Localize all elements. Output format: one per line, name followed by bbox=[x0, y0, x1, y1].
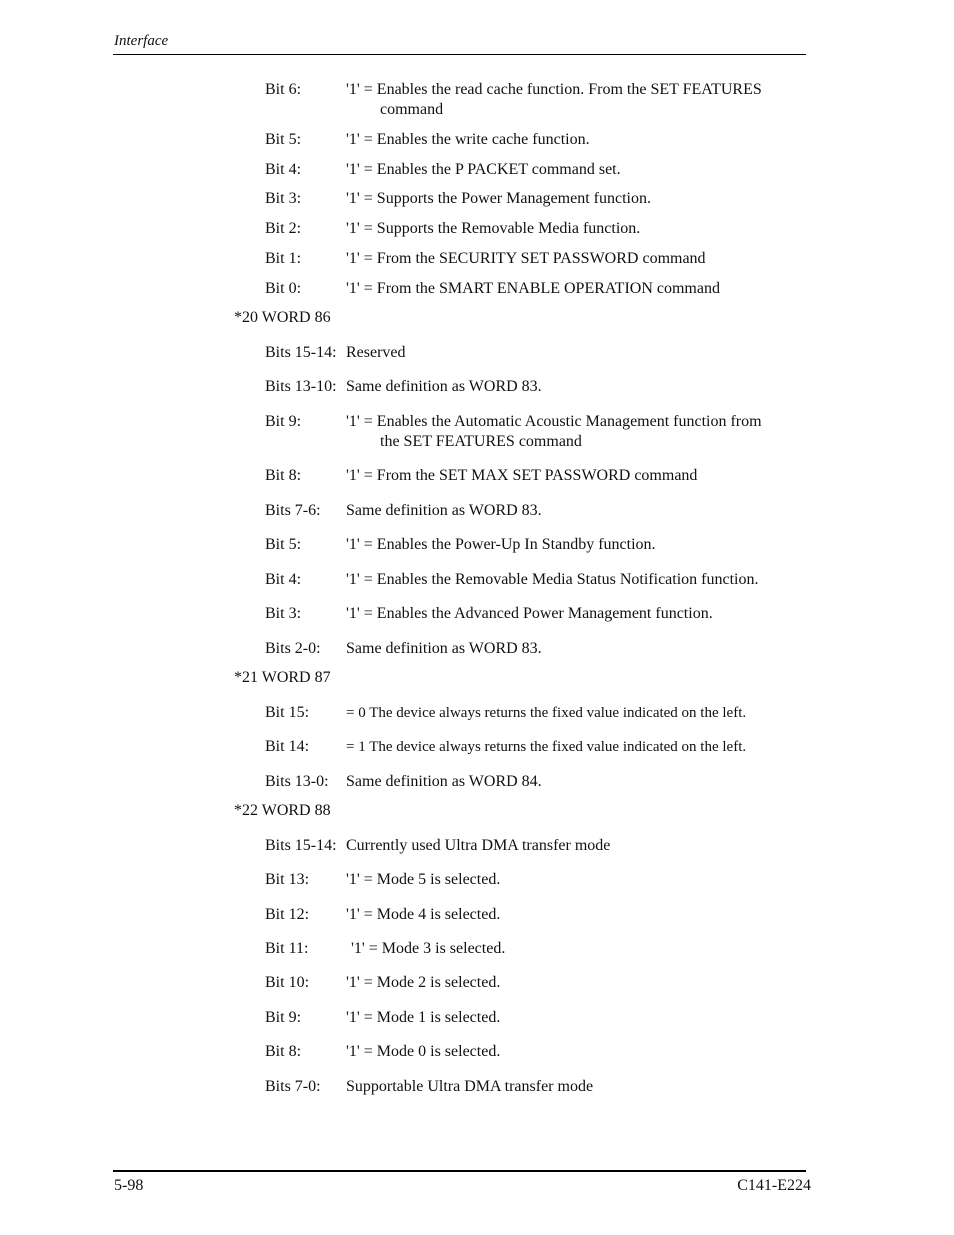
bit-description: '1' = Mode 5 is selected. bbox=[346, 871, 501, 888]
bit-label: Bits 2-0: bbox=[265, 640, 321, 657]
bit-description: '1' = Supports the Power Management function. bbox=[346, 190, 651, 207]
header-rule bbox=[113, 54, 806, 55]
bit-description: Same definition as WORD 83. bbox=[346, 378, 542, 395]
bit-label: Bit 3: bbox=[265, 605, 302, 622]
bit-description: Currently used Ultra DMA transfer mode bbox=[346, 837, 611, 854]
bit-description: Same definition as WORD 84. bbox=[346, 773, 542, 790]
bit-label: Bit 11: bbox=[265, 940, 309, 957]
bit-label: Bit 10: bbox=[265, 974, 310, 991]
word-86-heading: *20 WORD 86 bbox=[234, 309, 331, 326]
bit-description: '1' = Mode 4 is selected. bbox=[346, 906, 501, 923]
bit-label: Bits 7-6: bbox=[265, 502, 321, 519]
bit-description: Reserved bbox=[346, 344, 406, 361]
bit-label: Bit 1: bbox=[265, 250, 302, 267]
bit-label: Bit 13: bbox=[265, 871, 310, 888]
bit-description: '1' = Mode 3 is selected. bbox=[351, 940, 506, 957]
bit-label: Bit 4: bbox=[265, 161, 302, 178]
bit-description: '1' = Enables the Removable Media Status Notification function. bbox=[346, 571, 759, 588]
bit-label: Bit 14: bbox=[265, 738, 310, 755]
header-title: Interface bbox=[114, 33, 169, 49]
word-87-heading: *21 WORD 87 bbox=[234, 669, 331, 686]
word-88-heading: *22 WORD 88 bbox=[234, 802, 331, 819]
bit-description: Supportable Ultra DMA transfer mode bbox=[346, 1078, 594, 1095]
bit-label: Bit 4: bbox=[265, 571, 302, 588]
bit-description: '1' = Mode 1 is selected. bbox=[346, 1009, 501, 1026]
bit-description: '1' = From the SMART ENABLE OPERATION command bbox=[346, 280, 720, 297]
bit-label: Bit 5: bbox=[265, 536, 302, 553]
bit-description: '1' = Enables the write cache function. bbox=[346, 131, 590, 148]
bit-description: '1' = Enables the read cache function. From the SET FEATURES bbox=[346, 81, 762, 98]
bit-description: '1' = Enables the Advanced Power Management function. bbox=[346, 605, 713, 622]
bit-description: = 0 The device always returns the fixed value indicated on the left. bbox=[346, 705, 747, 721]
bit-label: Bit 2: bbox=[265, 220, 302, 237]
bit-label: Bit 9: bbox=[265, 1009, 302, 1026]
bit-description: '1' = Mode 0 is selected. bbox=[346, 1043, 501, 1060]
bit-label: Bit 6: bbox=[265, 81, 302, 98]
bit-label: Bit 3: bbox=[265, 190, 302, 207]
bit-description: '1' = Mode 2 is selected. bbox=[346, 974, 501, 991]
bit-label: Bit 15: bbox=[265, 704, 310, 721]
bit-label: Bits 13-10: bbox=[265, 378, 337, 395]
bit-label: Bit 0: bbox=[265, 280, 302, 297]
document-code: C141-E224 bbox=[737, 1177, 811, 1194]
bit-description: Same definition as WORD 83. bbox=[346, 640, 542, 657]
footer-rule bbox=[113, 1170, 806, 1172]
bit-label: Bits 15-14: bbox=[265, 344, 337, 361]
bit-description: '1' = From the SET MAX SET PASSWORD command bbox=[346, 467, 698, 484]
bit-description: '1' = Supports the Removable Media function. bbox=[346, 220, 641, 237]
bit-description: '1' = Enables the Automatic Acoustic Management function from bbox=[346, 413, 762, 430]
bit-label: Bit 5: bbox=[265, 131, 302, 148]
bit-label: Bit 12: bbox=[265, 906, 310, 923]
bit-description: Same definition as WORD 83. bbox=[346, 502, 542, 519]
bit-label: Bit 8: bbox=[265, 467, 302, 484]
bit-label: Bit 8: bbox=[265, 1043, 302, 1060]
bit-label: Bit 9: bbox=[265, 413, 302, 430]
page-number: 5-98 bbox=[114, 1177, 144, 1194]
bit-label: Bits 15-14: bbox=[265, 837, 337, 854]
bit-description-continued: command bbox=[380, 101, 444, 118]
bit-description: = 1 The device always returns the fixed value indicated on the left. bbox=[346, 739, 747, 755]
bit-description: '1' = From the SECURITY SET PASSWORD command bbox=[346, 250, 706, 267]
bit-description: '1' = Enables the Power-Up In Standby function. bbox=[346, 536, 656, 553]
bit-description: '1' = Enables the P PACKET command set. bbox=[346, 161, 621, 178]
bit-label: Bits 13-0: bbox=[265, 773, 329, 790]
bit-label: Bits 7-0: bbox=[265, 1078, 321, 1095]
bit-description-continued: the SET FEATURES command bbox=[380, 433, 582, 450]
